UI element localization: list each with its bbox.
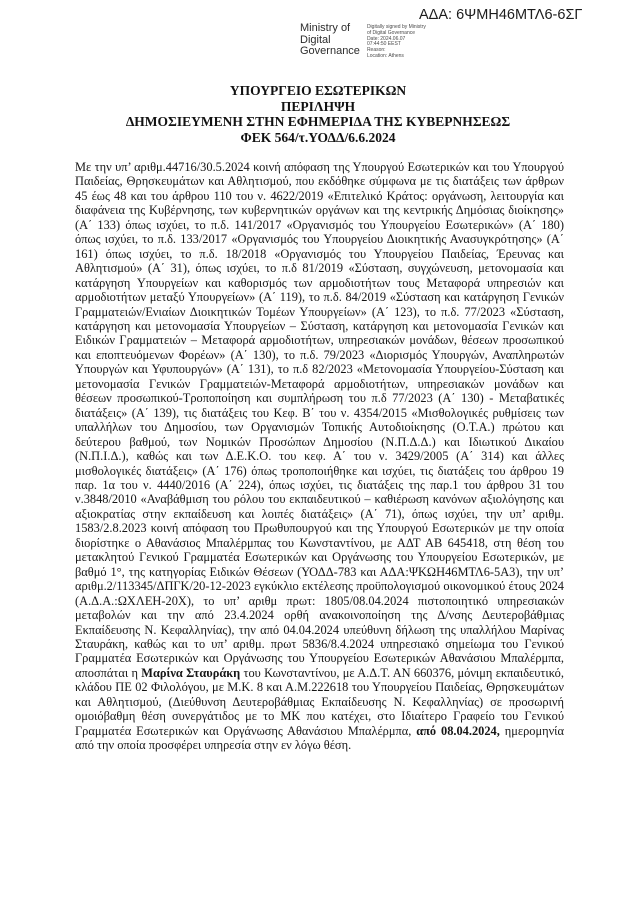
title-ministry: ΥΠΟΥΡΓΕΙΟ ΕΣΩΤΕΡΙΚΩΝ	[229, 83, 407, 98]
person-name-bold: Μαρίνα Σταυράκη	[141, 665, 241, 680]
title-publication: ΔΗΜΟΣΙΕΥΜΕΝΗ ΣΤΗΝ ΕΦΗΜΕΡΙΔΑ ΤΗΣ ΚΥΒΕΡΝΗΣΕΩΣ	[125, 114, 511, 129]
ada-code: ΑΔΑ: 6ΨΜΗ46ΜΤΛ6-6ΣΓ	[419, 7, 583, 23]
body-text-segment: του Κωνσταντίνου, με Α.Δ.Τ. ΑΝ 660376, μόνιμη εκπαιδευτικό, κλάδου ΠΕ 02 Φιλολόγου, με Μ.Κ. 8 και Α.Μ.222618 του Υπουργείου Παιδείας, Θρησκευμάτων και Αθλητισμού, (Διεύθυνση Δευτεροβάθμιας Εκπαίδευσης Ν. Κεφαλληνίας) σε προσωρινή ομοιόβαθμη θέση συνεργάτιδος με το ΜΚ που κατέχει, στο Ιδιαίτερο Γραφείο του Γενικού Γραμματέα Εσωτερικών και Οργάνωσης Αθανάσιου Μπαλέρμπα,	[75, 665, 564, 738]
body-text-segment: Με την υπ’ αριθμ.44716/30.5.2024 κοινή απόφαση της Υπουργού Εσωτερικών και του Υπουργού Παιδείας, Θρησκευμάτων και Αθλητισμού, που εκδόθηκε σύμφωνα με τις διατάξεις των άρθρων 45 έως 48 και του άρθρου 110 του ν. 4622/2019 «Επιτελικό Κράτος: οργάνωση, λειτουργία και διαφάνεια της Κυβέρνησης, των κυβερνητικών οργάνων και της κεντρικής Δημόσιας διοίκησης» (Α΄ 133) όπως ισχύει, το π.δ. 141/2017 «Οργανισμός του Υπουργείου Εσωτερικών» (Α΄ 180) όπως ισχύει, το π.δ. 133/2017 «Οργανισμός του Υπουργείου Διοικητικής Ανασυγκρότησης» (Α΄ 161) όπως ισχύει, το π.δ. 18/2018 «Οργανισμός του Υπουργείου Παιδείας, Έρευνας και Αθλητισμού» (Α΄ 31), όπως ισχύει, το π.δ 81/2019 «Σύσταση, συγχώνευση, μετονομασία και κατάργηση Υπουργείων και καθορισμός των αρμοδιοτήτων τους Μεταφορά υπηρεσιών και αρμοδιοτήτων μεταξύ Υπουργείων» (Α΄ 119), το π.δ. 84/2019 «Σύσταση και κατάργηση Γενικών Γραμματειών/Ενιαίων Διοικητικών Τομέων Υπουργείων» (Α΄ 123), το π.δ. 77/2023 «Σύσταση, κατάργηση και μετονομασία Υπουργείων – Σύσταση, κατάργηση και μετονομασία Γενικών και Ειδικών Γραμματειών – Μεταφορά αρμοδιοτήτων, υπηρεσιακών μονάδων, θέσεων προσωπικού και εποπτευόμενων Φορέων» (Α΄ 130), το π.δ. 79/2023 «Διορισμός Υπουργών, Αναπληρωτών Υπουργών και Υφυπουργών» (Α΄ 131), το π.δ 82/2023 «Μετονομασία Υπουργείου-Σύσταση και μετονομασία Γενικών Γραμματειών-Μεταφορά αρμοδιοτήτων, υπηρεσιακών μονάδων και θέσεων προσωπικού-Τροποποίηση και συμπλήρωση του π.δ 77/2023 (Α΄ 130) - Μεταβατικές διατάξεις» (Α΄ 139), τις διατάξεις του Κεφ. Β΄ του ν. 4354/2015 «Μισθολογικές ρυθμίσεις των υπαλλήλων του Δημοσίου, των Οργανισμών Τοπικής Αυτοδιοίκησης (Ο.Τ.Α.) πρώτου και δεύτερου βαθμού, των Νομικών Προσώπων Δημοσίου (Ν.Π.Δ.Δ.) και Ιδιωτικού Δικαίου (Ν.Π.Ι.Δ.), καθώς και των Δ.Ε.Κ.Ο. του κεφ. Α΄ του ν. 3429/2005 (Α΄ 314) και άλλες μισθολογικές διατάξεις» (Α΄ 176) όπως τροποποιήθηκε και ισχύει, τις διατάξεις του άρθρου 19 παρ. 1α του ν. 4440/2016 (Α΄ 224), όπως ισχύει, τις διατάξεις της παρ.1 του άρθρου 31 του ν.3848/2010 «Αναβάθμιση του ρόλου του εκπαιδευτικού – καθιέρωση κανόνων αξιολόγησης και αξιοκρατίας στην εκπαίδευση και λοιπές διατάξεις» (Α΄ 71), όπως ισχύει, την υπ’ αριθμ. 1583/2.8.2023 κοινή απόφαση του Πρωθυπουργού και της Υπουργού Εσωτερικών με την οποία διορίστηκε ο Αθανάσιος Μπαλέρμπας του Κωνσταντίνου, με ΑΔΤ ΑΒ 645418, στη θέση του μετακλητού Γενικού Γραμματέα Εσωτερικών και Οργάνωσης του Υπουργείου Εσωτερικών, με βαθμό 1°, της κατηγορίας Ειδικών Θέσεων (ΥΟΔΔ-783 και ΑΔΑ:ΨΚΩΗ46ΜΤΛ6-5Α3), την υπ’ αριθμ.2/113345/ΔΠΓΚ/20-12-2023 εγκύκλιο εκτέλεσης προϋπολογισμού οικονομικού έτους 2024 (Α.Δ.Α.:ΩΧΛΕΗ-20Χ), το υπ’ αριθμ πρωτ: 1805/08.04.2024 πιστοποιητικό υπηρεσιακών μεταβολών και την από 23.4.2024 ορθή ανακοινοποίηση της Δ/νσης Δευτεροβάθμιας Εκπαίδευσης Ν. Κεφαλληνίας), την από 04.04.2024 υπεύθυνη δήλωση της υπαλλήλου Μαρίνας Σταυράκη, καθώς και το υπ’ αριθμ. πρωτ 5836/8.4.2024 υπηρεσιακό σημείωμα του Γενικού Γραμματέα Εσωτερικών και Οργάνωσης του Υπουργείου Εσωτερικών Αθανάσιου Μπαλέρμπα, αποσπάται η	[75, 160, 564, 680]
signature-details	[367, 23, 426, 60]
title-summary: ΠΕΡΙΛΗΨΗ	[280, 98, 356, 114]
signature-detail-line: Location: Athens	[366, 52, 404, 59]
signature-detail-line: 07:44:50 EEST	[366, 41, 401, 48]
effective-date-bold: από 08.04.2024,	[416, 723, 500, 738]
signature-org-line: Governance	[300, 45, 360, 57]
body-text-segment: ημερομηνία από την οποία προσφέρει υπηρεσία στην εν λόγω θέση.	[75, 723, 564, 753]
document-title-block	[0, 83, 636, 145]
signature-detail-line: Reason:	[366, 47, 386, 54]
signature-org-line: Digital	[300, 33, 331, 46]
signature-detail-line: Date: 2024.06.07	[366, 35, 406, 42]
signature-org-line: Ministry of	[300, 22, 351, 34]
signature-detail-line: of Digital Governance	[366, 29, 416, 36]
signature-org-name	[300, 23, 360, 58]
title-fek-reference: ΦΕΚ 564/τ.ΥΟΔΔ/6.6.2024	[240, 129, 396, 145]
body-paragraph	[75, 160, 564, 753]
signature-detail-line: Digitally signed by Ministry	[366, 24, 426, 30]
digital-signature-block	[300, 23, 426, 60]
